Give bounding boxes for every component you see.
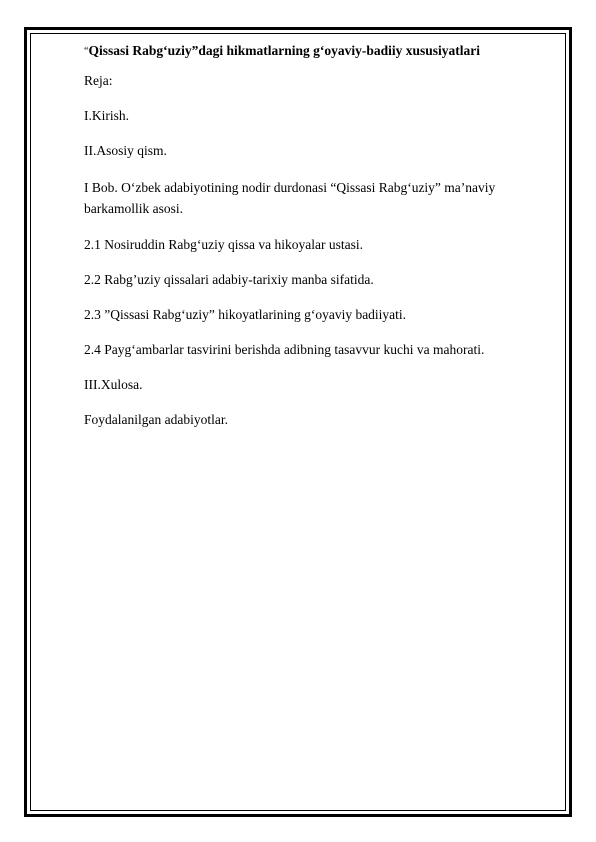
outline-conclusion: III.Xulosa. bbox=[84, 377, 143, 392]
outline-references: Foydalanilgan adabiyotlar. bbox=[84, 412, 228, 427]
document-title bbox=[84, 42, 534, 61]
document-body bbox=[84, 42, 534, 428]
outline-intro: I.Kirish. bbox=[84, 108, 129, 123]
outline-section-2-4: 2.4 Payg‘ambarlar tasvirini berishda adibning tasavvur kuchi va mahorati. bbox=[84, 342, 485, 357]
title-lead-quote: “ bbox=[84, 46, 89, 57]
outline-chapter-one: I Bob. O‘zbek adabiyotining nodir durdonasi “Qissasi Rabg‘uziy” ma’naviy barkamollik asosi. bbox=[84, 180, 496, 216]
outline-section-2-2: 2.2 Rabg’uziy qissalari adabiy-tarixiy manba sifatida. bbox=[84, 272, 374, 287]
plan-label: Reja: bbox=[84, 73, 113, 88]
outline-main-part: II.Asosiy qism. bbox=[84, 143, 167, 158]
outline-section-2-3: 2.3 ”Qissasi Rabg‘uziy” hikoyatlarining g‘oyaviy badiiyati. bbox=[84, 307, 407, 322]
title-text: Qissasi Rabg‘uziy”dagi hikmatlarning g‘oyaviy-badiiy xususiyatlari bbox=[88, 43, 481, 58]
outline-section-2-1: 2.1 Nosiruddin Rabg‘uziy qissa va hikoyalar ustasi. bbox=[84, 237, 363, 252]
